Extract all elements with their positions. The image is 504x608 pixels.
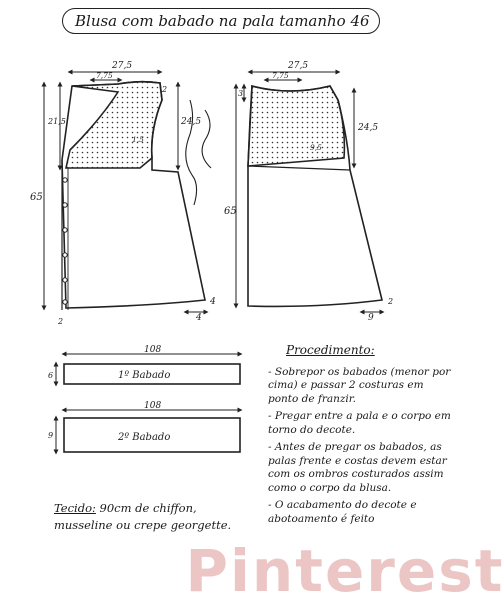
front-dim-2: 2 xyxy=(162,85,168,94)
procedure-step: - O acabamento do decote e abotoamento é feito xyxy=(268,499,417,525)
fabric-text: 90cm de chiffon, musseline ou crepe georgette. xyxy=(54,501,232,532)
back-length-label: 65 xyxy=(224,206,237,217)
ruffle-1-height: 6 xyxy=(48,371,54,380)
ruffle-2-length: 108 xyxy=(144,401,162,411)
watermark-logo: Pinterest xyxy=(185,537,504,605)
ruffle-2-piece xyxy=(56,410,240,452)
back-hem-side: 9 xyxy=(368,313,374,323)
front-hem-side: 4 xyxy=(210,297,216,307)
back-dim-2: 2 xyxy=(388,297,394,306)
front-yoke xyxy=(66,82,162,168)
ruffle-1-label: 1º Babado xyxy=(118,370,171,381)
front-yoke-label: 1,5 xyxy=(132,135,144,144)
signature-scribble xyxy=(186,100,211,205)
ruffle-2-label: 2º Babado xyxy=(118,432,171,443)
back-neck-drop: 3 xyxy=(238,89,244,98)
fabric-label: Tecido: xyxy=(54,501,96,515)
procedure-step: - Sobrepor os babados (menor por cima) e passar 2 costuras em ponto de franzir. xyxy=(268,365,451,405)
page-title: Blusa com babado na pala tamanho 46 xyxy=(62,8,380,34)
back-armhole-label: 24,5 xyxy=(358,123,379,133)
procedure-step: - Pregar entre a pala e o corpo em torno do decote. xyxy=(268,410,451,436)
front-hem-bottom: 2 xyxy=(58,317,64,326)
front-hem-side-2: 4 xyxy=(196,313,202,323)
back-neck-label: 7,75 xyxy=(272,71,289,80)
front-neck-label: 7,75 xyxy=(96,71,113,80)
procedure-title: Procedimento: xyxy=(286,343,375,357)
procedure-step: - Antes de pregar os babados, as palas frente e costas devem estar com os ombros costurados assim como o corpo da blusa. xyxy=(268,441,447,494)
back-yoke-label: 9,5 xyxy=(310,143,322,152)
back-yoke xyxy=(248,86,344,166)
back-pattern-piece xyxy=(248,86,382,306)
back-width-label: 27,5 xyxy=(288,61,309,71)
fabric-note xyxy=(54,500,254,534)
front-length-label: 65 xyxy=(30,192,43,203)
ruffle-2-height: 9 xyxy=(48,431,54,440)
ruffle-1-length: 108 xyxy=(144,345,162,355)
front-armhole-label: 21,5 xyxy=(48,117,66,126)
procedure-section xyxy=(268,344,454,530)
front-width-label: 27,5 xyxy=(112,61,133,71)
front-side-label: 24,5 xyxy=(181,117,202,127)
front-pattern-piece xyxy=(62,82,205,310)
